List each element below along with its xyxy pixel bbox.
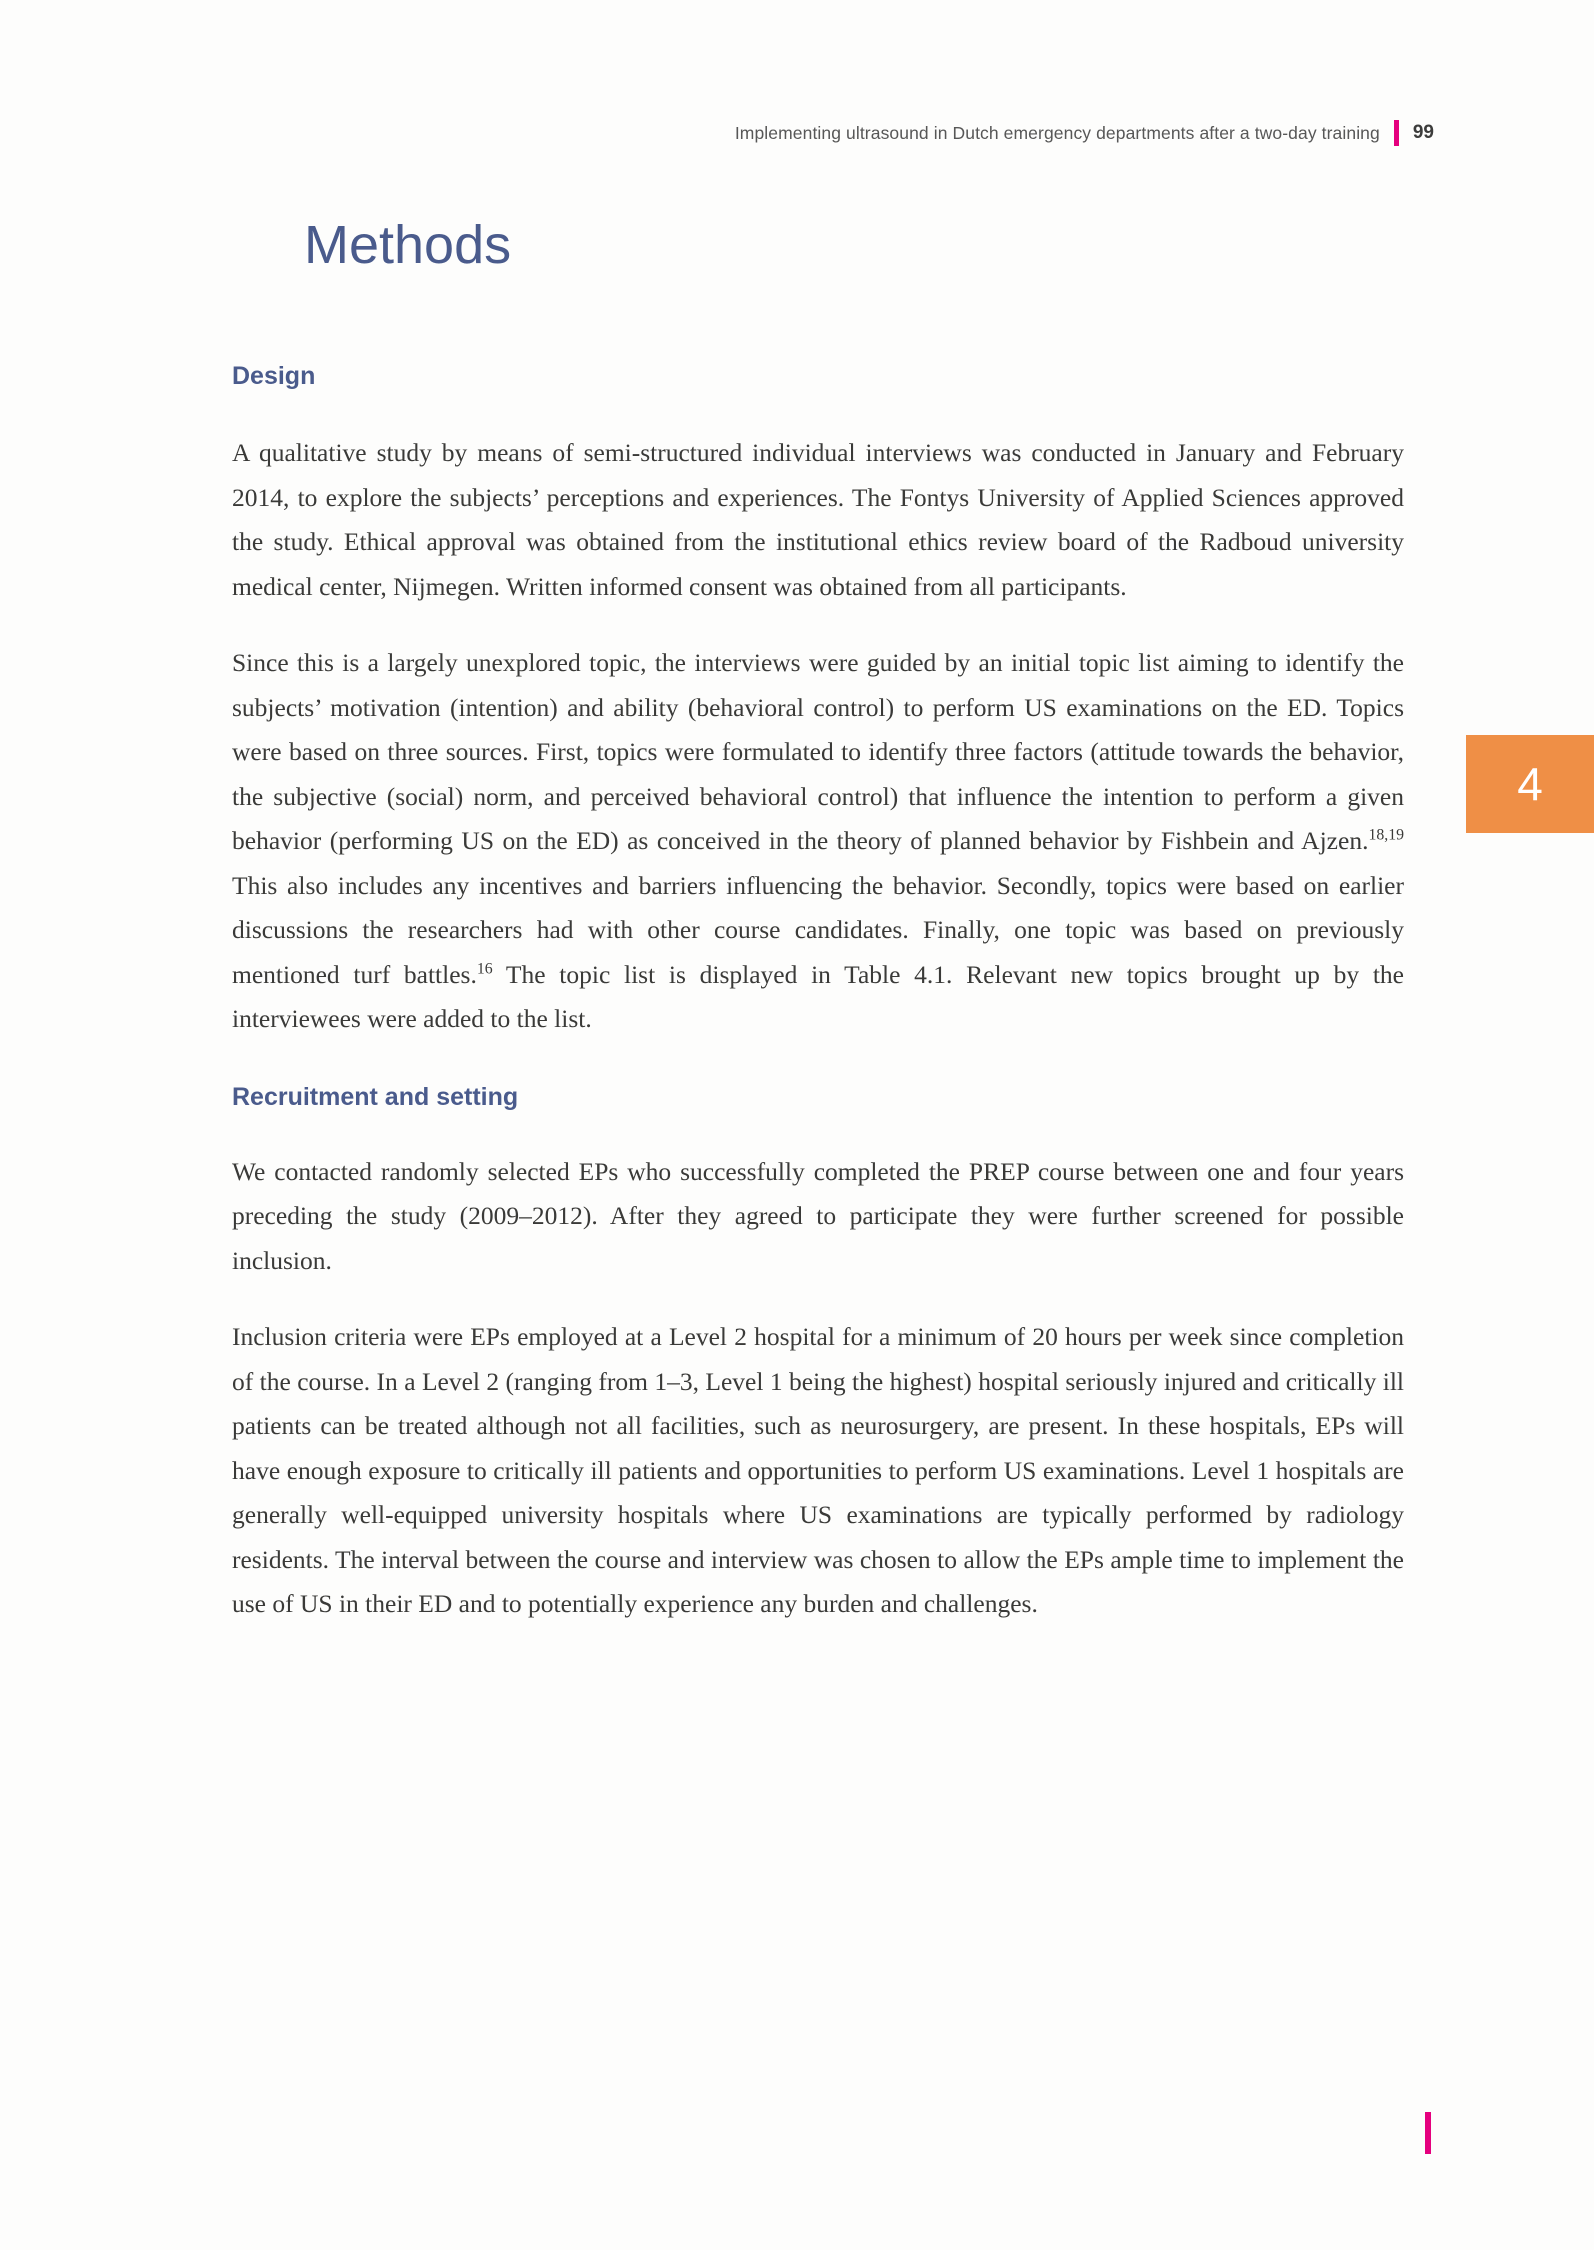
- paragraph-recruitment-2: Inclusion criteria were EPs employed at a Level 2 hospital for a minimum of 20 hours per week since completion of the course. In a Level 2 (ranging from 1–3, Level 1 being the highest) hospital seriously injured and critically ill patients can be treated although not all facilities, such as neurosurgery, are present. In these hospitals, EPs will have enough exposure to critically ill patients and opportunities to perform US examinations. Level 1 hospitals are generally well-equipped university hospitals where US examinations are typically performed by radiology residents. The interval between the course and interview was chosen to allow the EPs ample time to implement the use of US in their ED and to potentially experience any burden and challenges.: [232, 1322, 1404, 1619]
- page-content: [232, 216, 1404, 1627]
- paragraph-design-1: A qualitative study by means of semi-structured individual interviews was conducted in January and February 2014, to explore the subjects’ perceptions and experiences. The Fontys University of Applied Sciences approved the study. Ethical approval was obtained from the institutional ethics review board of the Radboud university medical center, Nijmegen. Written informed consent was obtained from all participants.: [232, 438, 1404, 601]
- paragraph-design-2: [232, 641, 1404, 1042]
- chapter-number-tab: [1466, 735, 1594, 833]
- section-heading-recruitment: Recruitment and setting: [232, 1082, 519, 1111]
- paragraph-design-2-part3: The topic list is displayed in Table 4.1. Relevant new topics brought up by the interviewees were added to the list.: [232, 959, 1405, 1034]
- running-head-rule: [1394, 120, 1399, 146]
- section-heading-design: Design: [232, 362, 316, 391]
- running-head: [735, 120, 1434, 146]
- paragraph-recruitment-1: We contacted randomly selected EPs who successfully completed the PREP course between one and four years preceding the study (2009–2012). After they agreed to participate they were further screened for possible inclusion.: [232, 1156, 1404, 1275]
- footnote-marker-16: 16: [476, 960, 493, 978]
- chapter-number: 4: [1517, 758, 1543, 810]
- paragraph-design-2-part1: Since this is a largely unexplored topic, the interviews were guided by an initial topic list aiming to identify the subjects’ motivation (intention) and ability (behavioral control) to perform US examinations on the ED. Topics were based on three sources. First, topics were formulated to identify three factors (attitude towards the behavior, the subjective (social) norm, and perceived behavioral control) that influence the intention to perform a given behavior (performing US on the ED) as conceived in the theory of planned behavior by Fishbein and Ajzen.: [232, 648, 1404, 856]
- bottom-accent-rule: [1425, 2112, 1431, 2154]
- footnote-marker-18-19: 18,19: [1368, 826, 1404, 844]
- paragraph-design-2-part2: This also includes any incentives and barriers influencing the behavior. Secondly, topics were based on earlier discussions the researchers had with other course candidates. Finally, one topic was based on previously mentioned turf battles.: [232, 870, 1404, 989]
- running-head-text: Implementing ultrasound in Dutch emergency departments after a two-day training: [734, 122, 1380, 143]
- page-title: Methods: [304, 215, 512, 275]
- page-number: 99: [1412, 122, 1434, 143]
